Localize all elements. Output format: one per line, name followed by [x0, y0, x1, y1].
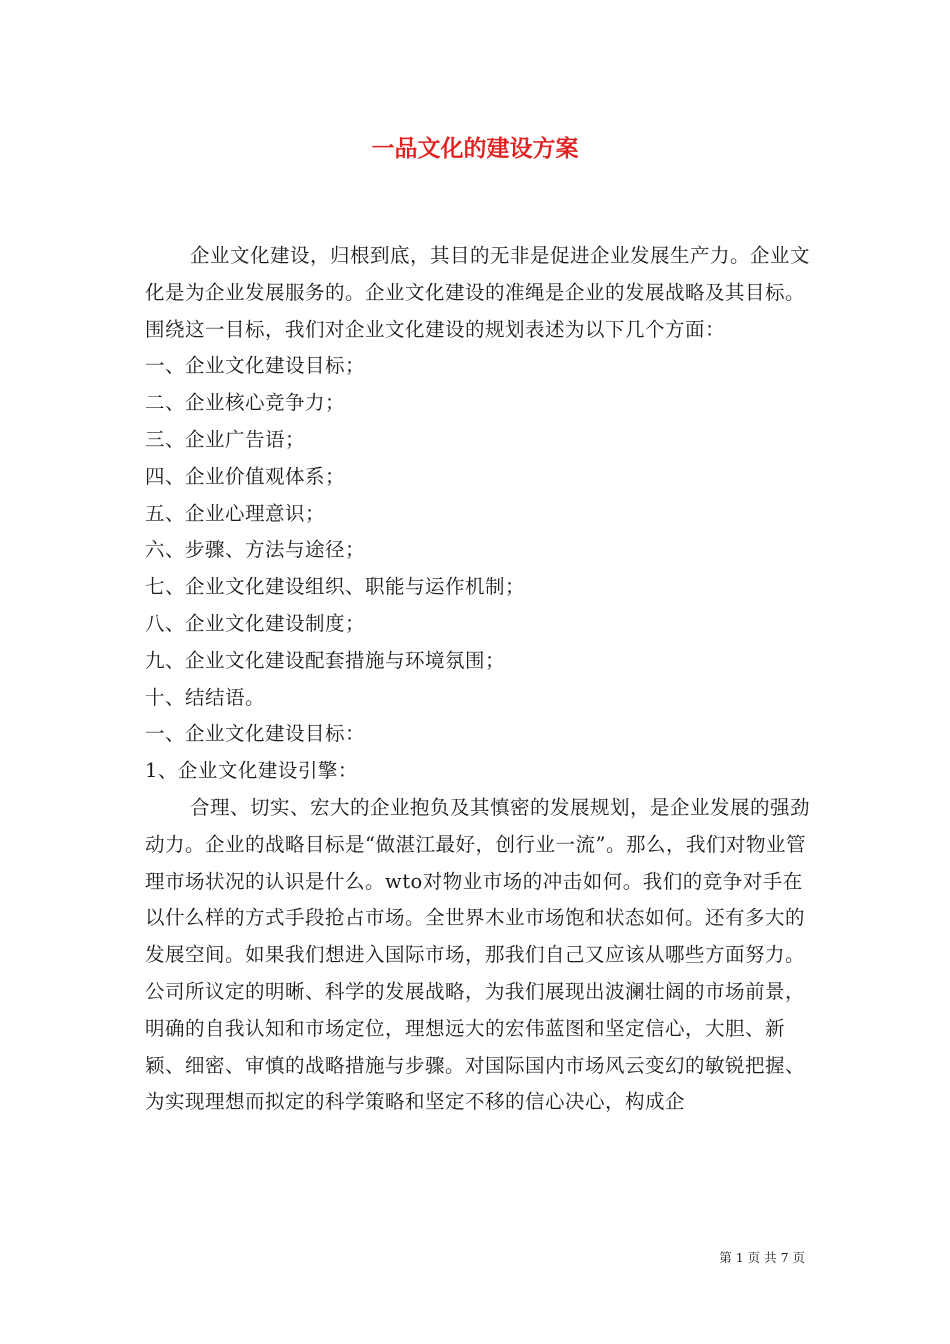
outline-item: 四、企业价值观体系； — [145, 464, 346, 488]
outline-item: 五、企业心理意识； — [145, 501, 326, 525]
outline-item: 十、结结语。 — [145, 685, 266, 709]
section-heading: 一、企业文化建设目标： — [145, 722, 366, 746]
document-title: 一品文化的建设方案 — [371, 135, 579, 162]
outline-item: 六、步骤、方法与途径； — [145, 538, 366, 562]
body-paragraph: 合理、切实、宏大的企业抱负及其慎密的发展规划，是企业发展的强劲动力。企业的战略目标是“做湛江最好，创行业一流”。那么，我们对物业管理市场状况的认识是什么。wto对物业市场的冲击如何。我们的竞争对手在以什么样的方式手段抢占市场。全世界木业市场饱和状态如何。还有多大的发展空间。如果我们想进入国际市场，那我们自己又应该从哪些方面努力。公司所议定的明晰、科学的发展战略，为我们展现出波澜壮阔的市场前景，明确的自我认知和市场定位，理想远大的宏伟蓝图和坚定信心，大胆、新颖、细密、审慎的战略措施与步骤。对国际国内市场风云变幻的敏锐把握、为实现理想而拟定的科学策略和坚定不移的信心决心，构成企 — [145, 795, 811, 1114]
document-body — [145, 238, 813, 1121]
outline-item: 一、企业文化建设目标； — [145, 354, 366, 378]
intro-paragraph: 企业文化建设，归根到底，其目的无非是促进企业发展生产力。企业文化是为企业发展服务的。企业文化建设的准绳是企业的发展战略及其目标。围绕这一目标，我们对企业文化建设的规划表述为以下几个方面： — [145, 244, 811, 341]
outline-item: 七、企业文化建设组织、职能与运作机制； — [145, 575, 526, 599]
subsection-heading: 1、企业文化建设引擎： — [145, 759, 358, 783]
outline-item: 九、企业文化建设配套措施与环境氛围； — [145, 648, 506, 672]
outline-item: 二、企业核心竞争力； — [145, 391, 346, 415]
outline-item: 三、企业广告语； — [145, 427, 306, 451]
outline-item: 八、企业文化建设制度； — [145, 611, 366, 635]
page-number: 第 1 页 共 7 页 — [719, 1250, 805, 1265]
